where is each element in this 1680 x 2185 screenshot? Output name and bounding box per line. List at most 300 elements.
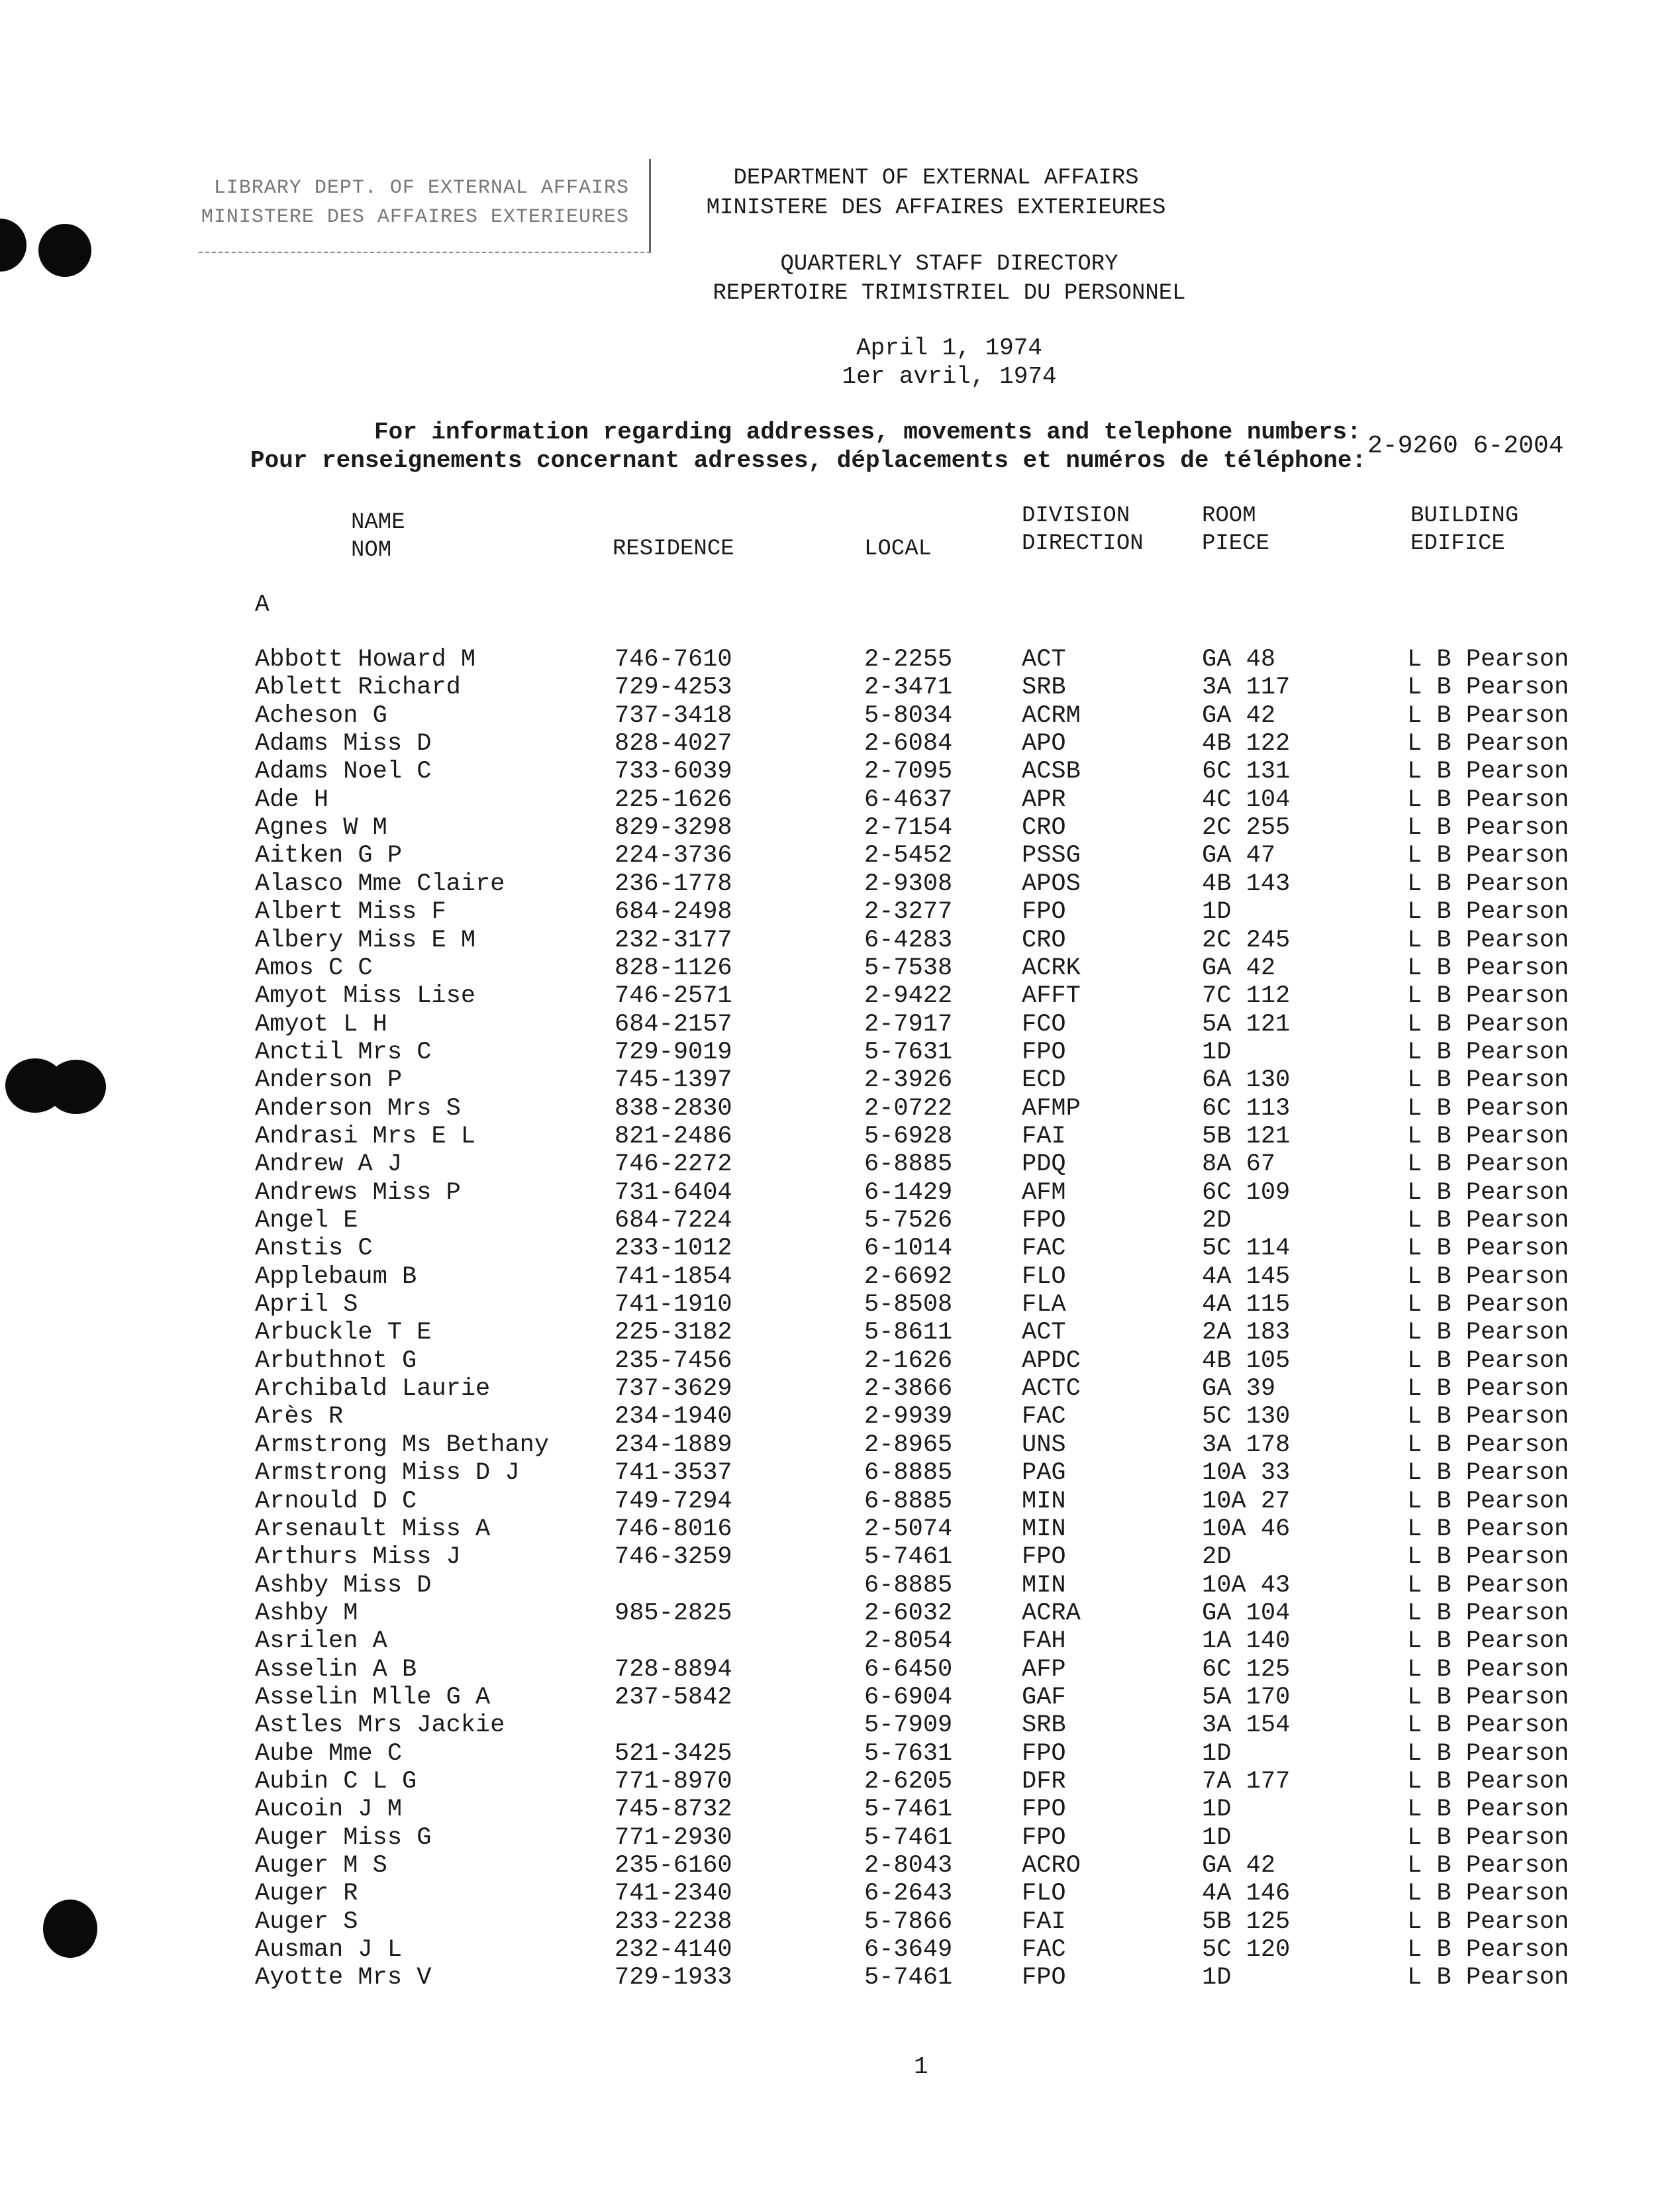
cell-local: 2-7917 [864,1011,953,1039]
table-row [0,898,1680,926]
cell-division: CRO [1022,927,1066,954]
cell-local: 5-7461 [864,1964,953,1992]
cell-building: L B Pearson [1407,1572,1569,1600]
cell-room: 10A 33 [1202,1459,1291,1487]
table-row [0,1095,1680,1123]
cell-room: 5C 120 [1202,1936,1291,1964]
cell-name: Amos C C [255,954,373,982]
cell-division: AFM [1022,1179,1066,1207]
cell-name: Albery Miss E M [255,927,476,954]
cell-residence: 236-1778 [615,870,732,898]
cell-residence: 224-3736 [615,842,732,870]
cell-local: 6-4283 [864,927,953,954]
cell-division: FAC [1022,1403,1066,1431]
table-row [0,1852,1680,1880]
cell-local: 5-7526 [864,1207,953,1235]
cell-local: 6-2643 [864,1880,953,1907]
cell-name: Albert Miss F [255,898,446,926]
table-row [0,1123,1680,1150]
cell-local: 2-9308 [864,870,953,898]
cell-building: L B Pearson [1407,1908,1569,1936]
table-row [0,1543,1680,1571]
cell-name: Auger Miss G [255,1824,432,1852]
table-row [0,1796,1680,1823]
cell-room: 4A 145 [1202,1263,1291,1291]
cell-division: APO [1022,730,1066,758]
cell-residence: 233-1012 [615,1235,732,1262]
cell-residence: 985-2825 [615,1600,732,1627]
cell-local: 5-6928 [864,1123,953,1150]
table-row [0,954,1680,982]
cell-division: AFFT [1022,982,1081,1010]
cell-local: 2-0722 [864,1095,953,1123]
cell-building: L B Pearson [1407,1150,1569,1178]
cell-name: Auger S [255,1908,358,1936]
cell-local: 5-7461 [864,1796,953,1823]
cell-building: L B Pearson [1407,1123,1569,1150]
cell-residence: 745-1397 [615,1066,732,1094]
cell-building: L B Pearson [1407,1291,1569,1319]
cell-room: 4A 146 [1202,1880,1291,1907]
cell-name: Anderson Mrs S [255,1095,461,1123]
stamp-line-1: LIBRARY DEPT. OF EXTERNAL AFFAIRS [213,177,629,199]
title-en: QUARTERLY STAFF DIRECTORY [780,252,1118,277]
cell-division: FAC [1022,1235,1066,1262]
cell-division: FPO [1022,1964,1066,1992]
cell-residence: 684-7224 [615,1207,732,1235]
cell-building: L B Pearson [1407,730,1569,758]
cell-local: 5-7461 [864,1543,953,1571]
cell-division: FPO [1022,1039,1066,1066]
cell-building: L B Pearson [1407,1768,1569,1796]
cell-room: 4B 143 [1202,870,1291,898]
cell-room: 5B 125 [1202,1908,1291,1936]
table-row [0,1403,1680,1431]
cell-local: 6-3649 [864,1936,953,1964]
cell-room: 3A 154 [1202,1711,1291,1739]
cell-name: Amyot L H [255,1011,387,1039]
cell-division: FAC [1022,1936,1066,1964]
cell-division: MIN [1022,1572,1066,1600]
cell-residence: 235-7456 [615,1347,732,1375]
cell-room: GA 104 [1202,1600,1291,1627]
cell-local: 5-7631 [864,1740,953,1768]
cell-name: Andrews Miss P [255,1179,461,1207]
cell-name: Anctil Mrs C [255,1039,432,1066]
date-fr: 1er avril, 1974 [842,363,1057,390]
cell-residence: 746-2272 [615,1150,732,1178]
cell-local: 6-4637 [864,786,953,814]
cell-division: ACT [1022,1319,1066,1347]
cell-building: L B Pearson [1407,1431,1569,1459]
cell-residence: 746-7610 [615,646,732,674]
cell-local: 2-3277 [864,898,953,926]
cell-residence: 745-8732 [615,1796,732,1823]
col-header-residence: RESIDENCE [613,536,734,562]
cell-residence: 741-2340 [615,1880,732,1907]
table-row [0,1711,1680,1739]
info-line-en: For information regarding addresses, movements and telephone numbers: [374,419,1361,446]
cell-local: 2-3866 [864,1375,953,1403]
cell-name: Arnould D C [255,1488,417,1515]
punch-hole-top-2 [38,224,91,277]
cell-division: FPO [1022,898,1066,926]
cell-residence: 731-6404 [615,1179,732,1207]
cell-local: 2-8965 [864,1431,953,1459]
cell-building: L B Pearson [1407,1796,1569,1823]
cell-building: L B Pearson [1407,1263,1569,1291]
cell-name: Adams Miss D [255,730,432,758]
cell-local: 2-2255 [864,646,953,674]
cell-division: FLA [1022,1291,1066,1319]
cell-division: PAG [1022,1459,1066,1487]
cell-division: ACRM [1022,702,1081,730]
cell-building: L B Pearson [1407,842,1569,870]
cell-room: 2C 245 [1202,927,1291,954]
col-header-building-fr: EDIFICE [1410,531,1505,556]
cell-room: GA 39 [1202,1375,1276,1403]
cell-room: 1D [1202,1039,1232,1066]
table-row [0,1431,1680,1459]
cell-local: 2-6032 [864,1600,953,1627]
cell-residence: 838-2830 [615,1095,732,1123]
table-row [0,1375,1680,1403]
cell-name: Aube Mme C [255,1740,403,1768]
cell-room: 1D [1202,1824,1232,1852]
table-row [0,702,1680,730]
cell-name: Anstis C [255,1235,373,1262]
cell-local: 2-9939 [864,1403,953,1431]
cell-building: L B Pearson [1407,1880,1569,1907]
col-header-room-en: ROOM [1202,503,1256,529]
table-row [0,1684,1680,1711]
cell-name: Asselin Mlle G A [255,1684,491,1711]
cell-building: L B Pearson [1407,1740,1569,1768]
cell-room: GA 42 [1202,954,1276,982]
cell-room: 4B 105 [1202,1347,1291,1375]
cell-local: 2-5074 [864,1515,953,1543]
cell-division: CRO [1022,814,1066,842]
cell-division: ACSB [1022,758,1081,786]
cell-name: Astles Mrs Jackie [255,1711,505,1739]
cell-name: Archibald Laurie [255,1375,491,1403]
cell-building: L B Pearson [1407,1824,1569,1852]
cell-building: L B Pearson [1407,1011,1569,1039]
cell-room: 6C 109 [1202,1179,1291,1207]
table-row [0,1150,1680,1178]
section-letter: A [255,591,270,618]
cell-building: L B Pearson [1407,1039,1569,1066]
cell-residence: 225-1626 [615,786,732,814]
table-row [0,1263,1680,1291]
cell-building: L B Pearson [1407,786,1569,814]
cell-building: L B Pearson [1407,954,1569,982]
cell-building: L B Pearson [1407,1066,1569,1094]
table-row [0,1291,1680,1319]
cell-name: Ausman J L [255,1936,403,1964]
cell-room: 8A 67 [1202,1150,1276,1178]
cell-room: GA 48 [1202,646,1276,674]
cell-building: L B Pearson [1407,1711,1569,1739]
cell-division: APDC [1022,1347,1081,1375]
cell-residence: 828-1126 [615,954,732,982]
table-row [0,1319,1680,1347]
table-row [0,1235,1680,1262]
cell-residence: 746-3259 [615,1543,732,1571]
cell-local: 2-1626 [864,1347,953,1375]
col-header-division-en: DIVISION [1022,503,1130,529]
col-header-room-fr: PIECE [1202,531,1270,556]
table-row [0,1964,1680,1992]
cell-residence: 771-2930 [615,1824,732,1852]
cell-name: Ablett Richard [255,674,461,701]
cell-local: 2-8043 [864,1852,953,1880]
cell-building: L B Pearson [1407,1319,1569,1347]
table-row [0,1459,1680,1487]
info-line-fr: Pour renseignements concernant adresses, déplacements et numéros de téléphone: [250,447,1367,474]
dept-name-en: DEPARTMENT OF EXTERNAL AFFAIRS [733,166,1139,191]
cell-name: Auger M S [255,1852,387,1880]
cell-building: L B Pearson [1407,1095,1569,1123]
cell-name: April S [255,1291,358,1319]
cell-residence: 237-5842 [615,1684,732,1711]
table-row [0,1011,1680,1039]
cell-local: 5-7909 [864,1711,953,1739]
cell-residence: 234-1940 [615,1403,732,1431]
cell-residence: 729-1933 [615,1964,732,1992]
cell-local: 2-9422 [864,982,953,1010]
cell-building: L B Pearson [1407,674,1569,701]
col-header-building [1410,502,1518,558]
cell-room: 2A 183 [1202,1319,1291,1347]
cell-local: 2-7095 [864,758,953,786]
cell-residence: 749-7294 [615,1488,732,1515]
cell-residence: 741-1910 [615,1291,732,1319]
dept-name-fr: MINISTERE DES AFFAIRES EXTERIEURES [706,195,1166,221]
cell-residence: 232-4140 [615,1936,732,1964]
table-row [0,758,1680,786]
cell-local: 2-5452 [864,842,953,870]
col-header-name-en: NAME [351,510,405,535]
cell-division: AFMP [1022,1095,1081,1123]
stamp-line-2: MINISTERE DES AFFAIRES EXTERIEURES [201,206,629,229]
cell-building: L B Pearson [1407,1600,1569,1627]
cell-division: AFP [1022,1656,1066,1684]
cell-room: 5A 121 [1202,1011,1291,1039]
cell-residence: 746-8016 [615,1515,732,1543]
cell-local: 6-8885 [864,1459,953,1487]
cell-residence: 232-3177 [615,927,732,954]
cell-local: 6-1429 [864,1179,953,1207]
cell-building: L B Pearson [1407,814,1569,842]
cell-local: 5-8611 [864,1319,953,1347]
cell-name: Andrew A J [255,1150,403,1178]
table-row [0,1740,1680,1768]
cell-residence: 733-6039 [615,758,732,786]
cell-division: FPO [1022,1740,1066,1768]
cell-room: 10A 27 [1202,1488,1291,1515]
cell-room: 1D [1202,1964,1232,1992]
cell-building: L B Pearson [1407,1515,1569,1543]
cell-building: L B Pearson [1407,1627,1569,1655]
cell-name: Ashby Miss D [255,1572,432,1600]
cell-room: 1D [1202,1796,1232,1823]
table-row [0,1207,1680,1235]
cell-name: Auger R [255,1880,358,1907]
cell-building: L B Pearson [1407,1403,1569,1431]
col-header-local: LOCAL [864,536,932,562]
table-row [0,674,1680,701]
table-row [0,1179,1680,1207]
cell-name: Aucoin J M [255,1796,403,1823]
cell-local: 5-7538 [864,954,953,982]
col-header-room [1202,502,1269,558]
table-row [0,982,1680,1010]
cell-room: 2D [1202,1207,1232,1235]
cell-local: 6-6450 [864,1656,953,1684]
cell-division: FAI [1022,1908,1066,1936]
cell-division: SRB [1022,674,1066,701]
cell-name: Ade H [255,786,329,814]
cell-name: Arthurs Miss J [255,1543,461,1571]
cell-room: 1D [1202,898,1232,926]
cell-building: L B Pearson [1407,758,1569,786]
cell-residence: 771-8970 [615,1768,732,1796]
table-row [0,1066,1680,1094]
cell-building: L B Pearson [1407,1207,1569,1235]
cell-residence: 746-2571 [615,982,732,1010]
cell-residence: 737-3629 [615,1375,732,1403]
cell-building: L B Pearson [1407,1852,1569,1880]
cell-local: 2-7154 [864,814,953,842]
table-row [0,1824,1680,1852]
date-en: April 1, 1974 [856,334,1042,362]
cell-local: 6-8885 [864,1488,953,1515]
cell-building: L B Pearson [1407,1179,1569,1207]
table-row [0,1488,1680,1515]
cell-local: 5-7461 [864,1824,953,1852]
cell-name: Ashby M [255,1600,358,1627]
cell-room: 6C 131 [1202,758,1291,786]
cell-local: 6-8885 [864,1150,953,1178]
cell-residence: 235-6160 [615,1852,732,1880]
cell-local: 5-8034 [864,702,953,730]
cell-name: Andrasi Mrs E L [255,1123,476,1150]
cell-building: L B Pearson [1407,870,1569,898]
cell-building: L B Pearson [1407,702,1569,730]
cell-name: Aitken G P [255,842,403,870]
table-row [0,1039,1680,1066]
cell-name: Armstrong Ms Bethany [255,1431,550,1459]
cell-division: GAF [1022,1684,1066,1711]
cell-building: L B Pearson [1407,982,1569,1010]
cell-building: L B Pearson [1407,1684,1569,1711]
col-header-name-fr: NOM [351,538,392,563]
cell-residence: 741-1854 [615,1263,732,1291]
cell-name: Amyot Miss Lise [255,982,476,1010]
cell-room: 10A 43 [1202,1572,1291,1600]
table-row [0,870,1680,898]
cell-division: PDQ [1022,1150,1066,1178]
col-header-building-en: BUILDING [1410,503,1519,529]
cell-room: 4C 104 [1202,786,1291,814]
cell-room: 7A 177 [1202,1768,1291,1796]
table-row [0,1880,1680,1907]
cell-room: 10A 46 [1202,1515,1291,1543]
cell-division: FPO [1022,1207,1066,1235]
cell-name: Aubin C L G [255,1768,417,1796]
cell-division: APOS [1022,870,1081,898]
table-row [0,1347,1680,1375]
cell-residence: 729-4253 [615,674,732,701]
cell-name: Arsenault Miss A [255,1515,491,1543]
cell-building: L B Pearson [1407,927,1569,954]
table-row [0,1656,1680,1684]
cell-division: ACRK [1022,954,1081,982]
table-row [0,1768,1680,1796]
page-number: 1 [914,2053,928,2080]
cell-building: L B Pearson [1407,1459,1569,1487]
cell-room: 3A 178 [1202,1431,1291,1459]
cell-local: 5-7631 [864,1039,953,1066]
cell-name: Anderson P [255,1066,403,1094]
cell-name: Ayotte Mrs V [255,1964,432,1992]
title-fr: REPERTOIRE TRIMISTRIEL DU PERSONNEL [713,281,1186,306]
table-row [0,730,1680,758]
cell-division: FPO [1022,1543,1066,1571]
cell-name: Adams Noel C [255,758,432,786]
cell-room: 2D [1202,1543,1232,1571]
cell-division: FLO [1022,1880,1066,1907]
cell-name: Asrilen A [255,1627,387,1655]
cell-local: 2-3471 [864,674,953,701]
cell-name: Agnes W M [255,814,387,842]
cell-residence: 684-2498 [615,898,732,926]
cell-name: Acheson G [255,702,387,730]
cell-room: 1D [1202,1740,1232,1768]
cell-division: DFR [1022,1768,1066,1796]
cell-room: 3A 117 [1202,674,1291,701]
cell-building: L B Pearson [1407,1235,1569,1262]
cell-residence: 728-8894 [615,1656,732,1684]
cell-building: L B Pearson [1407,1656,1569,1684]
cell-residence: 828-4027 [615,730,732,758]
cell-building: L B Pearson [1407,898,1569,926]
cell-residence: 741-3537 [615,1459,732,1487]
cell-name: Applebaum B [255,1263,417,1291]
cell-local: 2-8054 [864,1627,953,1655]
cell-room: 6C 113 [1202,1095,1291,1123]
cell-room: 4A 115 [1202,1291,1291,1319]
cell-division: APR [1022,786,1066,814]
cell-local: 2-3926 [864,1066,953,1094]
cell-division: FCO [1022,1011,1066,1039]
cell-room: GA 42 [1202,1852,1276,1880]
cell-room: GA 42 [1202,702,1276,730]
col-header-division-fr: DIRECTION [1022,531,1144,556]
table-row [0,1908,1680,1936]
cell-name: Angel E [255,1207,358,1235]
cell-name: Armstrong Miss D J [255,1459,520,1487]
cell-room: 5C 114 [1202,1235,1291,1262]
table-row [0,842,1680,870]
cell-building: L B Pearson [1407,1375,1569,1403]
cell-name: Alasco Mme Claire [255,870,505,898]
cell-residence: 225-3182 [615,1319,732,1347]
cell-division: ACTC [1022,1375,1081,1403]
cell-local: 5-8508 [864,1291,953,1319]
cell-residence: 684-2157 [615,1011,732,1039]
